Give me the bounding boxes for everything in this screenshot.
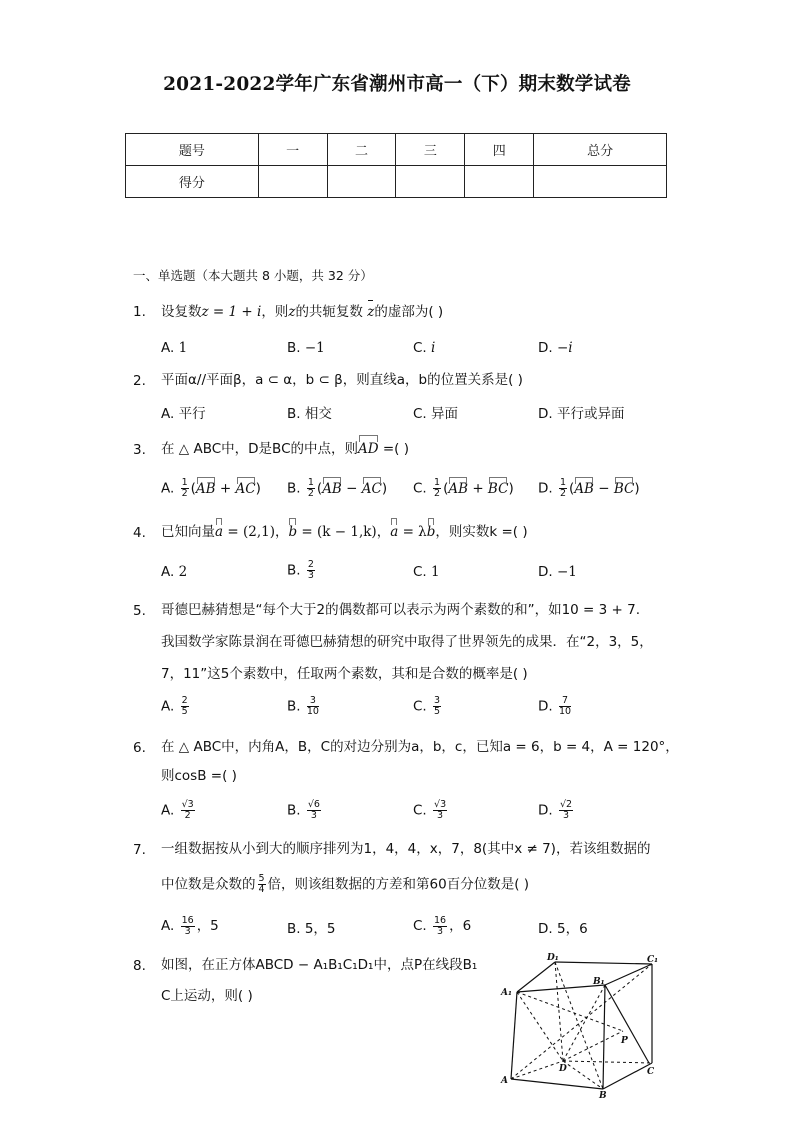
label-c1: C₁	[647, 955, 659, 965]
option-c: C. 异面	[413, 406, 459, 422]
option-d: D. 平行或异面	[538, 406, 625, 422]
question-7-line: 中位数是众数的 $\frac{5}{4}$ 倍，则该组数据的方差和第60百分位数是( )	[161, 873, 530, 895]
edge	[511, 1079, 603, 1089]
option-a: A. $\frac{1}{2}$ (AB + AC)	[161, 477, 261, 499]
option-b: B. $\frac{2}{3}$	[287, 559, 314, 581]
question-2: 平面α//平面β，a ⊂ α，b ⊂ β，则直线a，b的位置关系是( )	[161, 372, 523, 388]
table-cell: 三	[396, 134, 465, 166]
label-a: A	[501, 1076, 508, 1086]
question-number: 2.	[133, 373, 146, 389]
page-title: 2021-2022学年广东省潮州市高一（下）期末数学试卷	[163, 74, 631, 95]
question-number: 4.	[133, 525, 146, 541]
question-number: 1.	[133, 304, 146, 320]
question-6-line: 则cosB =( )	[161, 768, 237, 784]
question-5-line: 7，11”这5个素数中，任取两个素数，其和是合数的概率是( )	[161, 666, 528, 682]
question-6-line: 在 △ ABC中，内角A，B，C的对边分别为a，b，c，已知a = 6，b = 4，A = 120°，	[161, 739, 679, 755]
label-c: C	[647, 1067, 655, 1077]
table-cell	[327, 166, 396, 198]
option-a: A. $\frac{√3}{2}$	[161, 799, 194, 821]
question-8-line: C上运动，则( )	[161, 988, 253, 1004]
question-number: 5.	[133, 603, 146, 619]
option-b: B. $\frac{√6}{3}$	[287, 799, 320, 821]
table-cell	[534, 166, 667, 198]
option-c: C. $\frac{16}{3}$ ，6	[413, 914, 472, 937]
question-7-line: 一组数据按从小到大的顺序排列为1，4，4，x，7，8(其中x ≠ 7)，若该组数据的	[161, 841, 651, 857]
option-b: B. 5，5	[287, 921, 336, 937]
hidden-edge	[555, 962, 563, 1061]
option-c: C. 1	[413, 564, 440, 580]
option-d: D. $\frac{√2}{3}$	[538, 799, 573, 821]
edge	[555, 962, 652, 964]
table-cell: 得分	[126, 166, 259, 198]
option-d: D. −i	[538, 340, 573, 356]
question-number: 3.	[133, 442, 146, 458]
option-d: D. −1	[538, 564, 577, 580]
question-8-line: 如图，在正方体ABCD − A₁B₁C₁D₁中，点P在线段B₁	[161, 957, 478, 973]
hidden-line	[517, 992, 623, 1031]
edge	[517, 962, 555, 992]
hidden-line	[563, 985, 605, 1061]
table-cell	[465, 166, 534, 198]
edge-b1c	[605, 985, 649, 1063]
table-cell	[396, 166, 465, 198]
hidden-line	[517, 992, 563, 1061]
option-d: D. 5，6	[538, 921, 588, 937]
table-cell: 二	[327, 134, 396, 166]
label-d: D	[559, 1064, 567, 1074]
option-a: A. $\frac{16}{3}$ ，5	[161, 914, 219, 937]
table-cell: 题号	[126, 134, 259, 166]
question-3: 在 △ ABC中，D是BC的中点，则AD =( )	[161, 441, 410, 457]
table-cell: 一	[258, 134, 327, 166]
edge	[511, 992, 517, 1079]
label-b1: B₁	[593, 977, 605, 987]
table-cell: 四	[465, 134, 534, 166]
score-table	[125, 133, 667, 198]
option-d: D. $\frac{7}{10}$	[538, 695, 572, 717]
edge	[603, 1063, 652, 1089]
cube-figure	[495, 950, 675, 1100]
option-b: B. 相交	[287, 406, 332, 422]
table-cell: 总分	[534, 134, 667, 166]
option-c: C. $\frac{√3}{3}$	[413, 799, 447, 821]
option-a: A. 2	[161, 564, 188, 580]
option-b: B. −1	[287, 340, 325, 356]
edge	[517, 985, 605, 992]
hidden-edge	[563, 1061, 652, 1063]
label-d1: D₁	[547, 953, 559, 963]
hidden-edge	[511, 1061, 563, 1079]
edge	[603, 985, 605, 1089]
option-c: C. $\frac{1}{2}$ (AB + BC)	[413, 477, 514, 499]
question-4: 已知向量a = (2,1)，b = (k − 1,k)，a = λb，则实数k =( )	[161, 524, 528, 540]
label-p: P	[621, 1036, 628, 1046]
question-5-line: 哥德巴赫猜想是“每个大于2的偶数都可以表示为两个素数的和”，如10 = 3 + 7.	[161, 602, 641, 618]
option-b: B. $\frac{3}{10}$	[287, 695, 319, 717]
edge	[605, 964, 652, 985]
option-b: B. $\frac{1}{2}$ (AB − AC)	[287, 477, 388, 499]
option-a: A. 平行	[161, 406, 206, 422]
table-row	[126, 134, 667, 166]
option-a: A. $\frac{2}{5}$	[161, 695, 188, 717]
table-cell	[258, 166, 327, 198]
hidden-line	[563, 1031, 623, 1061]
option-c: C. $\frac{3}{5}$	[413, 695, 441, 717]
question-number: 8.	[133, 958, 146, 974]
table-row	[126, 166, 667, 198]
question-5-line: 我国数学家陈景润在哥德巴赫猜想的研究中取得了世界领先的成果．在“2，3，5，	[161, 634, 653, 650]
option-a: A. 1	[161, 340, 188, 356]
question-number: 6.	[133, 740, 146, 756]
question-number: 7.	[133, 842, 146, 858]
question-1: 设复数z = 1 + i，则z的共轭复数 z的虚部为( )	[161, 304, 444, 320]
label-b: B	[599, 1091, 607, 1100]
option-c: C. i	[413, 340, 436, 356]
section-heading: 一、单选题（本大题共 8 小题，共 32 分）	[133, 268, 373, 283]
label-a1: A₁	[501, 988, 512, 998]
option-d: D. $\frac{1}{2}$ (AB − BC)	[538, 477, 640, 499]
